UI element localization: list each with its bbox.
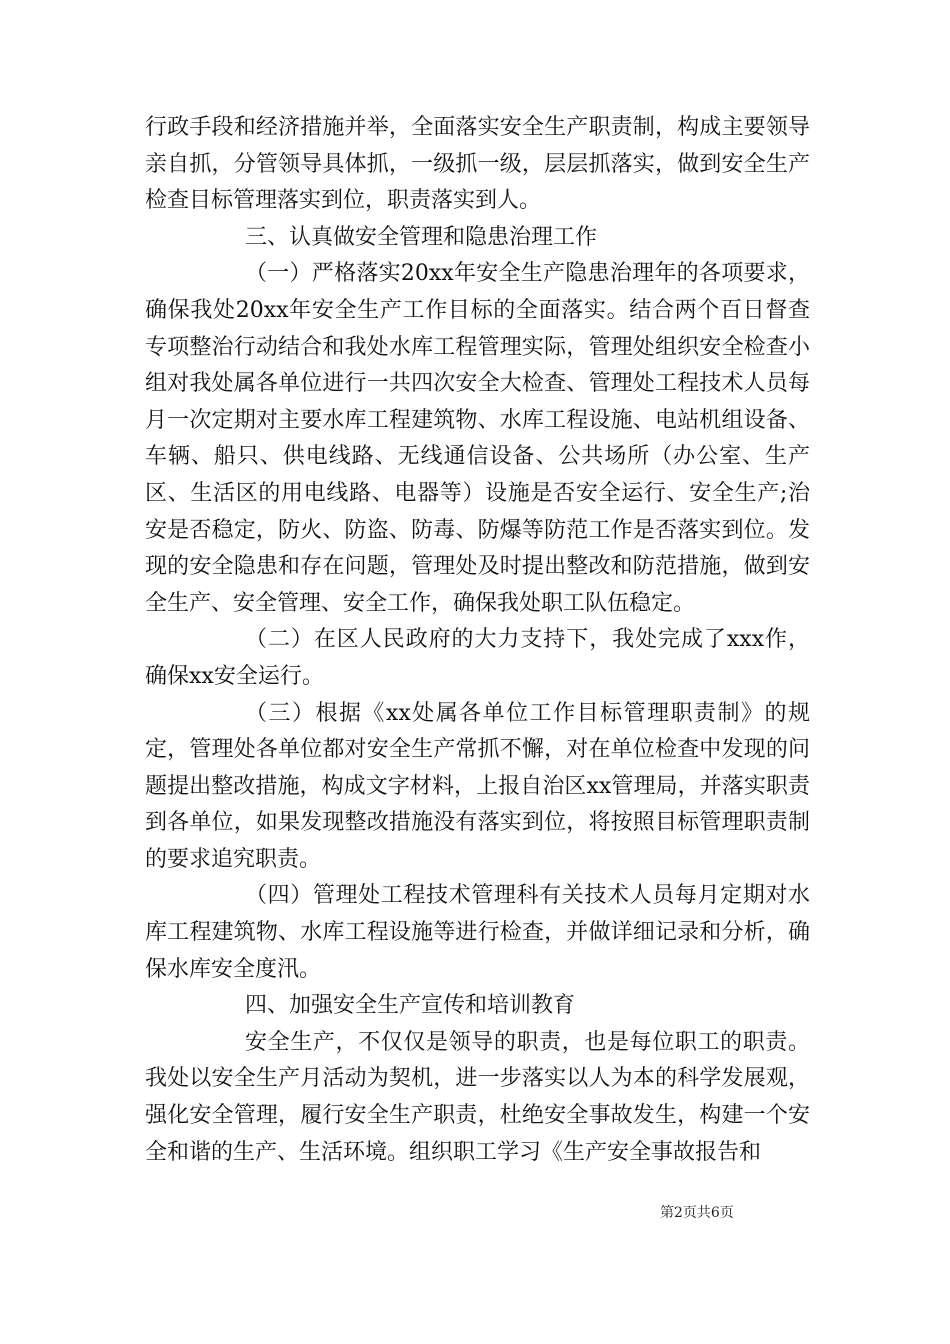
paragraph-item-two: （二）在区人民政府的大力支持下，我处完成了xxx作，确保xx安全运行。 (145, 627, 810, 689)
section-heading-three: 三、认真做安全管理和隐患治理工作 (245, 224, 598, 250)
paragraph-item-three: （三）根据《xx处属各单位工作目标管理职责制》的规定，管理处各单位都对安全生产常抓不懈，对在单位检查中发现的问题提出整改措施，构成文字材料，上报自治区xx管理局，并落实职责到各单位，如果发现整改措施没有落实到位，将按照目标管理职责制的要求追究职责。 (145, 700, 810, 872)
document-body (145, 110, 810, 1171)
paragraph-continuation: 行政手段和经济措施并举，全面落实安全生产职责制，构成主要领导亲自抓，分管领导具体抓，一级抓一级，层层抓落实，做到安全生产检查目标管理落实到位，职责落实到人。 (145, 115, 810, 214)
paragraph-safety-education: 安全生产，不仅仅是领导的职责，也是每位职工的职责。我处以安全生产月活动为契机，进一步落实以人为本的科学发展观，强化安全管理，履行安全生产职责，杜绝安全事故发生，构建一个安全和谐的生产、生活环境。组织职工学习《生产安全事故报告和 (145, 1029, 810, 1165)
paragraph-item-four: （四）管理处工程技术管理科有关技术人员每月定期对水库工程建筑物、水库工程设施等进行检查，并做详细记录和分析，确保水库安全度汛。 (145, 883, 810, 982)
page-number-footer: 第2页共6页 (660, 1205, 734, 1221)
section-heading-four: 四、加强安全生产宣传和培训教育 (245, 993, 576, 1019)
paragraph-item-one: （一）严格落实20xx年安全生产隐患治理年的各项要求，确保我处20xx年安全生产工作目标的全面落实。结合两个百日督查专项整治行动结合和我处水库工程管理实际，管理处组织安全检查小组对我处属各单位进行一共四次安全大检查、管理处工程技术人员每月一次定期对主要水库工程建筑物、水库工程设施、电站机组设备、车辆、船只、供电线路、无线通信设备、公共场所（办公室、生产区、生活区的用电线路、电器等）设施是否安全运行、安全生产;治安是否稳定，防火、防盗、防毒、防爆等防范工作是否落实到位。发现的安全隐患和存在问题，管理处及时提出整改和防范措施，做到安全生产、安全管理、安全工作，确保我处职工队伍稳定。 (145, 261, 810, 616)
